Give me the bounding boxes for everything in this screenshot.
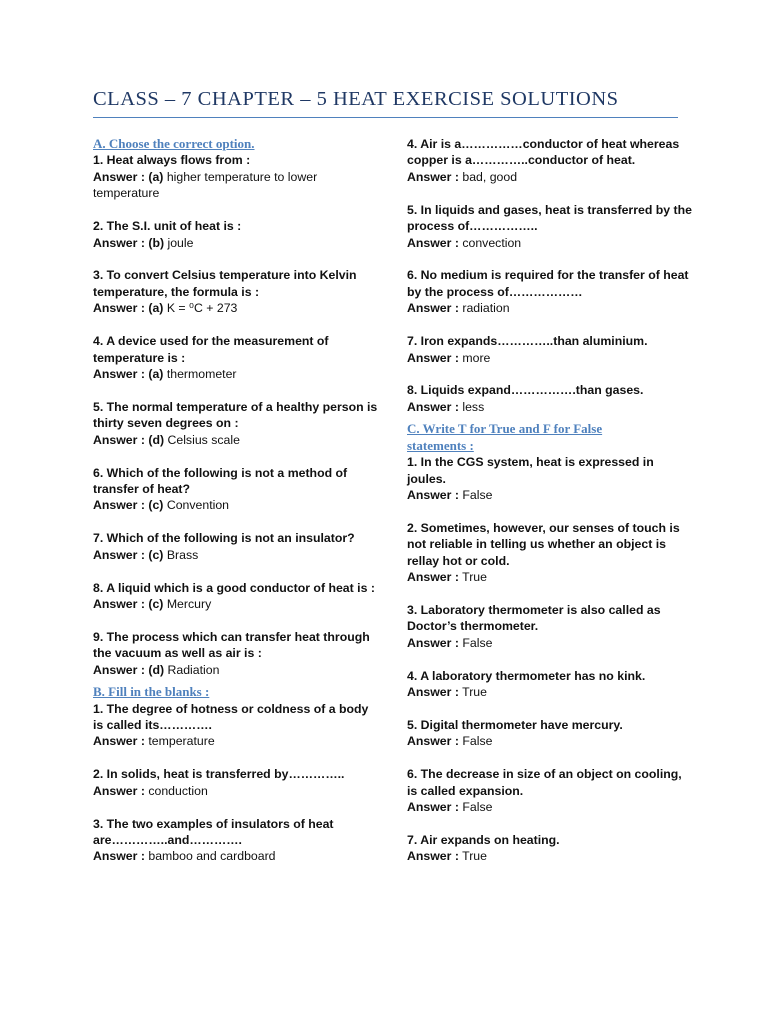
question-a-6 (93, 465, 378, 514)
answer-label: Answer : (93, 547, 145, 562)
question-text: 2. Sometimes, however, our senses of touch is not reliable in telling us whether an object is rellay hot or cold. (407, 520, 680, 568)
question-a-8 (93, 580, 378, 613)
answer-line (407, 635, 692, 651)
page-title: CLASS – 7 CHAPTER – 5 HEAT EXERCISE SOLUTIONS (93, 88, 619, 110)
answer-option: (a) (148, 301, 164, 316)
question-text: 5. The normal temperature of a healthy person is thirty seven degrees on : (93, 399, 378, 431)
answer-label: Answer : (93, 366, 145, 381)
question-text: 1. Heat always flows from : (93, 153, 251, 168)
answer-line (93, 300, 378, 316)
answer-option: (d) (148, 662, 165, 677)
answer-text: joule (167, 235, 194, 250)
answer-text: True (462, 570, 487, 585)
question-text: 1. The degree of hotness or coldness of a body is called its…………. (93, 701, 369, 732)
question-c-2 (407, 520, 692, 586)
question-b-1 (93, 701, 378, 750)
answer-label: Answer : (407, 685, 459, 700)
answer-line (407, 487, 692, 503)
answer-label: Answer : (407, 301, 459, 316)
answer-text: False (462, 800, 493, 815)
answer-line (93, 547, 378, 563)
answer-label: Answer : (407, 487, 459, 502)
question-text: 2. In solids, heat is transferred by………….. (93, 767, 345, 782)
question-a-2 (93, 218, 378, 251)
question-text: 8. A liquid which is a good conductor of heat is : (93, 580, 375, 595)
question-text: 4. A device used for the measurement of temperature is : (93, 334, 329, 365)
answer-option: (a) (148, 169, 164, 184)
answer-label: Answer : (93, 235, 145, 250)
question-text: 1. In the CGS system, heat is expressed in joules. (407, 455, 654, 486)
answer-line (407, 169, 692, 185)
question-b-5 (407, 202, 692, 251)
question-text: 4. Air is a……………conductor of heat whereas copper is a…………..conductor of heat. (407, 137, 680, 168)
answer-text: K = ⁰C + 273 (166, 301, 238, 316)
question-text: 5. Digital thermometer have mercury. (407, 717, 623, 732)
answer-text: conduction (148, 783, 208, 798)
answer-label: Answer : (93, 597, 145, 612)
question-a-3 (93, 267, 378, 316)
answer-text: Radiation (167, 662, 220, 677)
question-text: 4. A laboratory thermometer has no kink. (407, 668, 646, 683)
question-a-9 (93, 629, 378, 678)
question-text: 6. No medium is required for the transfer of heat by the process of……………… (407, 268, 689, 299)
title-divider (93, 117, 678, 118)
question-c-1 (407, 454, 692, 503)
question-b-3 (93, 816, 378, 865)
answer-text: Convention (166, 498, 230, 513)
answer-text: radiation (462, 301, 510, 316)
answer-text: Brass (166, 547, 199, 562)
answer-text: thermometer (166, 366, 237, 381)
answer-label: Answer : (93, 432, 145, 447)
answer-text: False (462, 734, 493, 749)
question-b-2 (93, 766, 378, 799)
answer-text: more (462, 350, 491, 365)
answer-label: Answer : (407, 635, 459, 650)
answer-label: Answer : (407, 734, 459, 749)
question-b-4 (407, 136, 692, 185)
answer-label: Answer : (407, 169, 459, 184)
answer-text: temperature (148, 734, 215, 749)
question-text: 6. Which of the following is not a method of transfer of heat? (93, 465, 348, 496)
answer-text: less (462, 399, 485, 414)
question-text: 7. Which of the following is not an insulator? (93, 531, 355, 546)
answer-label: Answer : (93, 849, 145, 864)
answer-option: (c) (148, 547, 164, 562)
answer-label: Answer : (407, 800, 459, 815)
answer-text: convection (462, 235, 522, 250)
answer-label: Answer : (93, 662, 145, 677)
answer-label: Answer : (93, 783, 145, 798)
answer-line (93, 169, 378, 202)
answer-text: False (462, 487, 493, 502)
answer-label: Answer : (93, 734, 145, 749)
question-c-7 (407, 832, 692, 865)
answer-text: True (462, 849, 487, 864)
answer-line (93, 733, 378, 749)
question-text: 3. To convert Celsius temperature into Kelvin temperature, the formula is : (93, 268, 357, 299)
answer-line (407, 684, 692, 700)
question-a-1 (93, 152, 378, 201)
answer-label: Answer : (407, 235, 459, 250)
answer-line (93, 662, 378, 678)
question-a-7 (93, 530, 378, 563)
answer-label: Answer : (93, 301, 145, 316)
section-b-heading: B. Fill in the blanks : (93, 684, 210, 700)
answer-line (407, 799, 692, 815)
section-a-heading: A. Choose the correct option. (93, 136, 255, 151)
answer-line (93, 235, 378, 251)
section-c-heading: C. Write T for True and F for False statements : (407, 421, 603, 453)
question-a-4 (93, 333, 378, 382)
answer-option: (d) (148, 432, 165, 447)
answer-line (407, 300, 692, 316)
answer-line (407, 399, 692, 415)
answer-text: Celsius scale (167, 432, 240, 447)
answer-line (93, 848, 378, 864)
answer-text: False (462, 635, 493, 650)
answer-line (407, 848, 692, 864)
answer-label: Answer : (93, 498, 145, 513)
answer-text: bad, good (462, 169, 518, 184)
answer-line (93, 432, 378, 448)
question-c-4 (407, 668, 692, 701)
answer-label: Answer : (407, 849, 459, 864)
answer-line (407, 350, 692, 366)
question-b-8 (407, 382, 692, 415)
right-column (407, 136, 692, 881)
answer-line (93, 783, 378, 799)
answer-label: Answer : (407, 350, 459, 365)
question-text: 7. Iron expands…………..than aluminium. (407, 334, 648, 349)
answer-option: (c) (148, 597, 164, 612)
answer-option: (a) (148, 366, 164, 381)
question-text: 2. The S.I. unit of heat is : (93, 219, 242, 234)
question-text: 8. Liquids expand…………….than gases. (407, 383, 644, 398)
question-text: 6. The decrease in size of an object on cooling, is called expansion. (407, 767, 682, 798)
question-b-7 (407, 333, 692, 366)
question-c-3 (407, 602, 692, 651)
answer-line (93, 497, 378, 513)
answer-label: Answer : (407, 570, 459, 585)
question-a-5 (93, 399, 378, 448)
answer-text: bamboo and cardboard (148, 849, 276, 864)
answer-text: Mercury (166, 597, 212, 612)
answer-line (407, 733, 692, 749)
question-c-5 (407, 717, 692, 750)
answer-line (93, 366, 378, 382)
answer-option: (c) (148, 498, 164, 513)
left-column (93, 136, 378, 881)
answer-label: Answer : (93, 169, 145, 184)
answer-line (407, 235, 692, 251)
answer-text: higher temperature to lower temperature (93, 169, 318, 201)
question-text: 3. Laboratory thermometer is also called as Doctor’s thermometer. (407, 602, 661, 634)
question-b-6 (407, 267, 692, 316)
question-text: 3. The two examples of insulators of heat are…………..and…………. (93, 816, 334, 847)
question-c-6 (407, 766, 692, 815)
answer-label: Answer : (407, 399, 459, 414)
answer-text: True (462, 685, 487, 700)
answer-option: (b) (148, 235, 165, 250)
answer-line (407, 569, 692, 585)
question-text: 7. Air expands on heating. (407, 833, 560, 847)
question-text: 5. In liquids and gases, heat is transferred by the process of…………….. (407, 202, 692, 234)
question-text: 9. The process which can transfer heat through the vacuum as well as air is : (93, 629, 370, 661)
answer-line (93, 596, 378, 612)
